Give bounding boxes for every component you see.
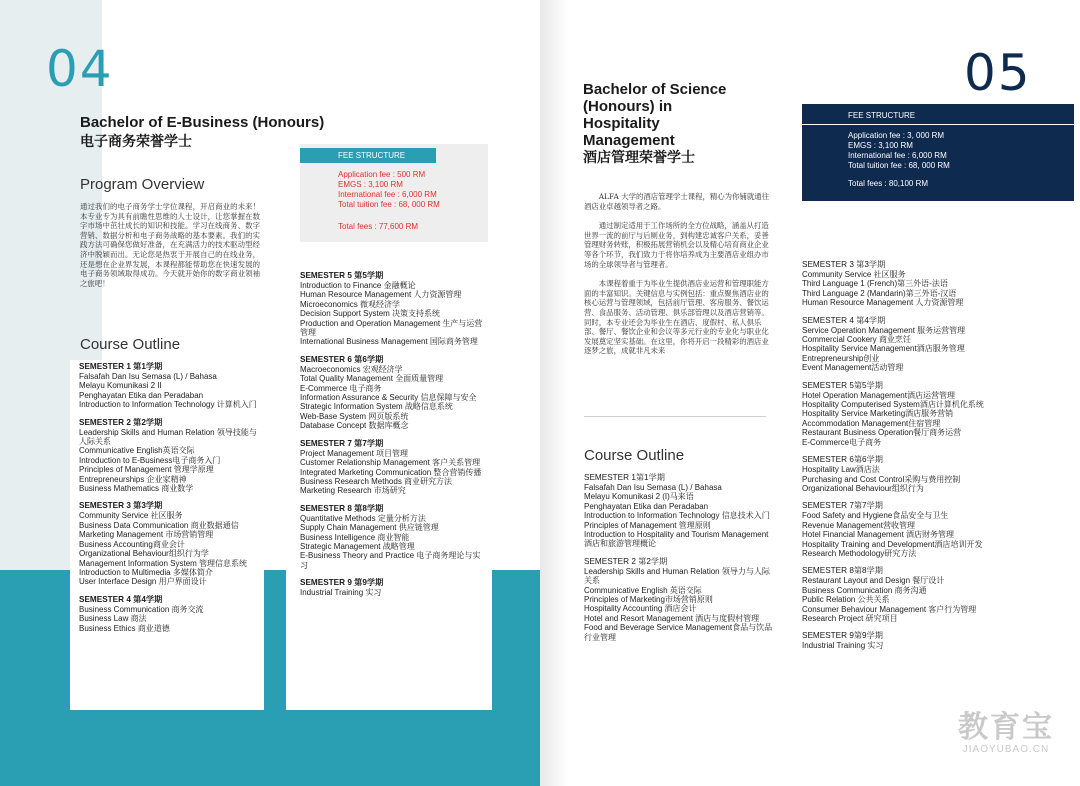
- total-tuition-fee: Total tuition fee : 68, 000 RM: [848, 161, 950, 170]
- course-item: Service Operation Management 服务运营管理: [802, 325, 966, 335]
- watermark-url: JIAOYUBAO.CN: [962, 744, 1050, 755]
- course-item: Community Service 社区服务: [802, 270, 906, 279]
- course-item: Accommodation Management住宿管理: [802, 418, 941, 428]
- intro-paragraph-2: 通过制定适用于工作场所的全方位战略，涵盖从打造世界一流的前厅与后厕业务，到构建忠诚客户关系，妥善管理财务转账，积极拓展营销机会以及精心培育商业企业等各个环节，我们致力于将你培养成为主要酒店业组办市场的全球领导者与管理者。: [584, 221, 769, 269]
- course-item: Business Communication 商务沟通: [802, 585, 927, 595]
- intro-paragraph-3: 本课程着重于为毕业生提供酒店业运营和管理职能方面的丰富知识。关键信息与实例包括：重点聚焦酒店业的核心运营与管理领域，包括前厅管理、客房服务、餐饮运营、食品服务、活动管理、俱乐部管理以及酒店营销等。同时，本专业还会为毕业生在酒店、度假村、私人俱乐部、餐厅、餐饮企业和会议等多元行业的专业化与职业化发展奠定坚实基础。在这里，你将开启一段精彩的酒店业逐梦之旅，成就非凡未来: [584, 279, 769, 356]
- hospitality-intro: [584, 192, 776, 356]
- course-item: Hospitality Computerised System酒店计算机化系统: [802, 400, 984, 410]
- semester-block: [300, 355, 486, 431]
- semester-block: [802, 566, 1018, 623]
- semester-heading: SEMESTER 1第1学期: [584, 473, 665, 482]
- semester-block: [300, 271, 486, 347]
- course-item: Customer Relationship Management 客户关系管理: [300, 458, 481, 468]
- course-item: Principles of Management 管理学原理: [79, 465, 214, 475]
- course-item: E-Business Theory and Practice 电子商务理论与实习: [300, 551, 481, 570]
- total-fees: Total fees : 77,600 RM: [338, 222, 419, 231]
- program-overview-heading: Program Overview: [80, 176, 205, 193]
- semester-block: [79, 418, 259, 494]
- course-item: Human Resource Management 人力资源管理: [300, 290, 462, 300]
- semester-block: [802, 455, 1018, 493]
- semester-heading: SEMESTER 8 第8学期: [300, 503, 384, 513]
- page-gutter-shadow: [540, 0, 568, 786]
- course-item: Leadership Skills and Human Relation 领导技能与人际关系: [79, 427, 257, 447]
- semester-block: [802, 501, 1018, 558]
- semester-heading: SEMESTER 6 第6学期: [300, 354, 384, 364]
- fee-structure-box-right: [802, 104, 1074, 201]
- semester-list-right-2: [802, 260, 1018, 659]
- semester-heading: SEMESTER 7 第7学期: [300, 438, 384, 448]
- fee-divider: [802, 124, 1074, 125]
- course-item: Human Resource Management 人力资源管理: [802, 298, 964, 308]
- semester-heading: SEMESTER 2 第2学期: [79, 417, 163, 427]
- application-fee: Application fee : 3, 000 RM: [848, 131, 945, 140]
- course-item: Strategic Management 战略管理: [300, 541, 415, 551]
- semester-block: [300, 504, 486, 570]
- semester-block: [802, 260, 1018, 308]
- course-item: Leadership Skills and Human Relation 领导力与人际关系: [584, 566, 770, 586]
- emgs-fee: EMGS : 3,100 RM: [848, 141, 913, 150]
- semester-heading: SEMESTER 4 第4学期: [79, 594, 163, 604]
- semester-block: [79, 595, 259, 633]
- fee-lines: [338, 170, 440, 232]
- semester-heading: SEMESTER 9 第9学期: [300, 578, 384, 588]
- course-item: Research Methodology研究方法: [802, 548, 917, 558]
- course-item: Marketing Management 市场营销管理: [79, 530, 214, 540]
- course-item: Information Assurance & Security 信息保障与安全: [300, 393, 477, 403]
- course-item: Community Service 社区服务: [79, 511, 183, 521]
- semester-block: [584, 473, 776, 549]
- degree-title-right: [583, 81, 783, 167]
- semester-heading: SEMESTER 2 第2学期: [584, 556, 668, 566]
- course-item: Quantitative Methods 定量分析方法: [300, 513, 426, 523]
- course-item: Introduction to Multimedia 多媒体简介: [79, 567, 213, 577]
- course-item: Business Accounting商业会计: [79, 539, 185, 549]
- degree-title-en: Bachelor of E-Business (Honours): [80, 114, 325, 131]
- semester-heading: SEMESTER 1 第1学期: [79, 362, 163, 371]
- course-item: Third Language 1 (French)第三外语-法语: [802, 279, 948, 289]
- semester-heading: SEMESTER 3 第3学期: [79, 501, 163, 511]
- course-item: Introduction to Information Technology 信息技术入门: [584, 511, 770, 521]
- course-item: Communicative English 英语交际: [584, 585, 702, 595]
- course-item: Business Ethics 商业道德: [79, 623, 170, 633]
- fee-structure-heading: FEE STRUCTURE: [848, 111, 916, 120]
- course-item: Industrial Training 实习: [300, 588, 382, 598]
- fee-structure-heading: FEE STRUCTURE: [300, 148, 436, 163]
- course-item: International Business Management 国际商务管理: [300, 337, 478, 347]
- course-item: Falsafah Dan Isu Semasa (L) / Bahasa: [79, 372, 217, 381]
- semester-heading: SEMESTER 9第9学期: [802, 631, 883, 641]
- course-item: Management Information System 管理信息系统: [79, 558, 248, 568]
- semester-block: [802, 381, 1018, 447]
- semester-heading: SEMESTER 5 第5学期: [300, 271, 384, 280]
- course-item: Introduction to Hospitality and Tourism Management 酒店和旅游管理概论: [584, 530, 769, 549]
- course-item: Total Quality Management 全面质量管理: [300, 374, 444, 384]
- program-overview-text: 通过我们的电子商务学士学位课程，开启商业的未来！本专业专为具有前瞻性思维的人士设计，让您掌握在数字市场中茁壮成长的知识和技能。学习在线商务、数字营销、数据分析和电子商务战略的基本要素。我们的实践方法可确保您做好准备，在充满活力的技术驱动型经济中脱颖而出。无论您是热衷于开展自己的在线业务，还是想在企业界发展，本课程都能帮助您在快速发展的电子商务领域取得成功。今天就开始你的数字商业领袖之旅吧！: [80, 202, 260, 288]
- course-item: Strategic Information System 战略信息系统: [300, 402, 453, 412]
- course-item: Entrepreneurships 企业家精神: [79, 474, 187, 484]
- semester-heading: SEMESTER 5第5学期: [802, 380, 883, 390]
- course-item: Entrepreneurship创业: [802, 353, 880, 363]
- course-item: Melayu Komunikasi 2 II: [79, 381, 162, 391]
- course-item: Purchasing and Cost Control采购与费用控制: [802, 474, 961, 484]
- semester-heading: SEMESTER 6第6学期: [802, 455, 883, 465]
- course-item: Industrial Training 实习: [802, 641, 884, 651]
- semester-heading: SEMESTER 7第7学期: [802, 501, 883, 511]
- degree-title-cn: 电子商务荣誉学士: [80, 134, 192, 150]
- semester-block: [79, 362, 259, 410]
- course-item: Hospitality Law酒店法: [802, 465, 880, 475]
- fee-structure-box-left: [300, 144, 488, 242]
- course-item: E-Commerce 电子商务: [300, 383, 382, 393]
- watermark-logo-text: 教育宝: [958, 710, 1054, 745]
- course-item: Business Communication 商务交流: [79, 604, 204, 614]
- course-outline-heading-left: Course Outline: [80, 336, 181, 353]
- course-item: Introduction to Finance 金融概论: [300, 281, 416, 290]
- course-item: Introduction to E-Business电子商务入门: [79, 455, 221, 465]
- course-item: Hospitality Training and Development酒店培训开发: [802, 539, 983, 549]
- semester-block: [802, 316, 1018, 373]
- course-item: Integrated Marketing Communication 整合营销传播: [300, 467, 482, 477]
- total-fees: Total fees : 80,100 RM: [848, 179, 929, 188]
- semester-heading: SEMESTER 3 第3学期: [802, 260, 886, 269]
- section-divider: [584, 416, 766, 417]
- application-fee: Application fee : 500 RM: [338, 170, 426, 179]
- page-number-right: 05: [964, 44, 1032, 102]
- degree-title-en-line2: (Honours) in: [583, 98, 673, 115]
- international-fee: International fee : 6,000 RM: [848, 151, 947, 160]
- page-number-left: 04: [46, 40, 114, 98]
- course-item: Revenue Management营收管理: [802, 520, 915, 530]
- course-item: Consumer Behaviour Management 客户行为管理: [802, 604, 977, 614]
- course-item: Penghayatan Etika dan Peradaban: [584, 501, 709, 511]
- course-outline-heading-right: Course Outline: [584, 447, 685, 464]
- fee-lines: [848, 131, 950, 189]
- course-item: Hospitality Service Management酒店服务管理: [802, 344, 965, 354]
- course-item: Restaurant Business Operation餐厅商务运营: [802, 428, 962, 438]
- total-tuition-fee: Total tuition fee : 68, 000 RM: [338, 200, 440, 209]
- course-item: Business Research Methods 商业研究方法: [300, 476, 453, 486]
- semester-list-left-2: [300, 271, 486, 606]
- international-fee: International fee : 6,000 RM: [338, 190, 437, 199]
- course-item: Hospitality Accounting 酒店会计: [584, 604, 697, 614]
- course-item: Decision Support System 决策支持系统: [300, 309, 441, 319]
- course-item: Business Law 商法: [79, 614, 147, 624]
- semester-heading: SEMESTER 4 第4学期: [802, 315, 886, 325]
- course-item: Microeconomics 微观经济学: [300, 299, 401, 309]
- course-item: Third Language 2 (Mandarin)第三外语-汉语: [802, 288, 957, 298]
- degree-title-en-line1: Bachelor of Science: [583, 81, 727, 98]
- course-item: Hotel Financial Management 酒店财务管理: [802, 530, 955, 540]
- semester-block: [584, 557, 776, 642]
- course-item: Project Management 项目管理: [300, 448, 409, 458]
- course-item: Hotel Operation Management酒店运营管理: [802, 390, 955, 400]
- course-item: Business Mathematics 商业数学: [79, 484, 194, 494]
- emgs-fee: EMGS : 3,100 RM: [338, 180, 403, 189]
- course-item: Production and Operation Management 生产与运营管理: [300, 318, 483, 338]
- semester-block: [79, 501, 259, 586]
- intro-paragraph-1: ALFA 大学的酒店管理学士课程，精心为你铺就通往酒店业卓越领导者之路。: [584, 192, 770, 211]
- course-item: Commercial Cookery 商业烹饪: [802, 335, 911, 345]
- course-item: Restaurant Layout and Design 餐厅设计: [802, 576, 945, 586]
- course-item: Event Management活动管理: [802, 363, 904, 373]
- course-item: Hotel and Resort Management 酒店与度假村管理: [584, 613, 760, 623]
- semester-list-left-1: [79, 362, 259, 641]
- semester-block: [300, 578, 486, 597]
- course-item: User Interface Design 用户界面设计: [79, 577, 207, 587]
- semester-heading: SEMESTER 8第8学期: [802, 566, 883, 576]
- course-item: Web-Base System 网页版系统: [300, 411, 409, 421]
- semester-block: [802, 631, 1018, 650]
- course-item: Marketing Research 市场研究: [300, 486, 406, 496]
- course-item: Database Concept 数据库概念: [300, 421, 409, 431]
- course-item: Melayu Komunikasi 2 (I)马来语: [584, 492, 694, 502]
- course-item: Food and Beverage Service Management食品与饮品行业管理: [584, 623, 773, 642]
- course-item: Macroeconomics 宏观经济学: [300, 364, 403, 374]
- course-item: Organizational Behaviour组织行为: [802, 483, 924, 493]
- course-item: Organizational Behaviour组织行为学: [79, 549, 209, 559]
- course-item: Hospitality Service Marketing酒店服务营销: [802, 409, 954, 419]
- course-item: Communicative English英语交际: [79, 446, 195, 456]
- course-item: Public Relation 公共关系: [802, 595, 890, 605]
- course-item: Food Safety and Hygiene食品安全与卫生: [802, 511, 949, 521]
- degree-title-en-line3: Hospitality: [583, 115, 660, 132]
- course-item: Supply Chain Management 供应链管理: [300, 523, 439, 533]
- course-item: Penghayatan Etika dan Peradaban: [79, 390, 204, 400]
- degree-title-cn: 酒店管理荣誉学士: [583, 150, 695, 166]
- course-item: Falsafah Dan Isu Semasa (L) / Bahasa: [584, 483, 722, 492]
- watermark: [948, 712, 1064, 756]
- course-item: Business Data Communication 商业数据通信: [79, 520, 239, 530]
- course-item: Business Intelligence 商业智能: [300, 532, 410, 542]
- course-item: Introduction to Information Technology 计算机入门: [79, 400, 257, 410]
- course-item: Research Project 研究项目: [802, 613, 898, 623]
- semester-block: [300, 439, 486, 496]
- semester-list-right-1: [584, 473, 776, 650]
- course-item: Principles of Management 管理原则: [584, 520, 711, 530]
- course-item: Principles of Marketing市场营销原则: [584, 595, 713, 605]
- degree-title-en-line4: Management: [583, 132, 675, 149]
- course-item: E-Commerce电子商务: [802, 437, 882, 447]
